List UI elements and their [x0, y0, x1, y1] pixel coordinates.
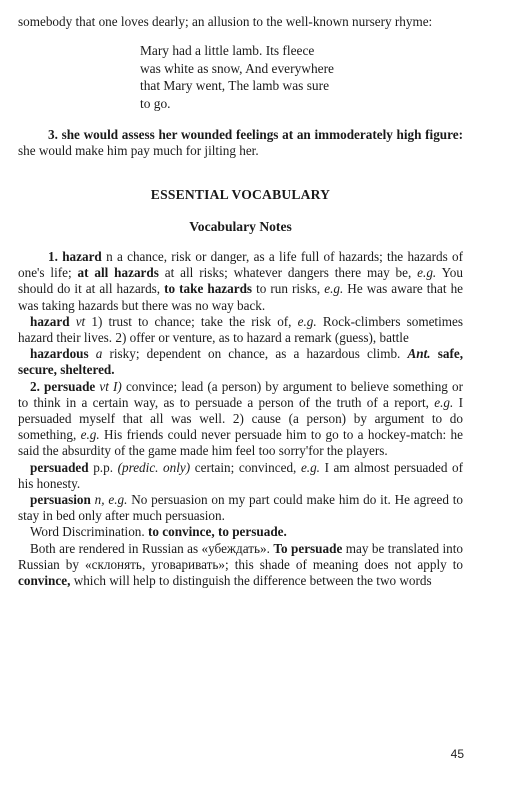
definition-text: at all risks; whatever dangers there may be,: [158, 265, 418, 281]
term-hazard: 1. hazard: [48, 248, 102, 264]
word-discrimination-label: Word Discrimination.: [30, 524, 148, 540]
section-title: ESSENTIAL VOCABULARY: [150, 186, 331, 202]
eg-label: e.g.: [108, 492, 128, 508]
part-of-speech: vt I): [95, 378, 122, 394]
entry-hazard-vt: [18, 314, 463, 346]
definition-text: 1) trust to chance; take the risk of,: [85, 313, 298, 329]
usage-note: (predic. only): [113, 459, 191, 475]
eg-label: e.g.: [434, 394, 454, 410]
eg-label: e.g.: [80, 427, 100, 443]
antonyms: safe, secure, sheltered.: [18, 346, 463, 378]
explanation-text: which will help to distinguish the difference between the two words: [70, 573, 432, 589]
part-of-speech: p.p.: [88, 459, 113, 475]
explanation-text: Both are rendered in Russian as «убеждать».: [30, 540, 274, 556]
term-to-take-hazards: to take hazards: [164, 281, 253, 297]
subsection-title: Vocabulary Notes: [189, 218, 292, 234]
entry-persuade: [18, 379, 463, 460]
entry-persuasion: [18, 492, 463, 524]
eg-label: e.g.: [297, 313, 317, 329]
definition-text: certain; convinced,: [190, 459, 301, 475]
antonym-label: Ant.: [407, 346, 431, 362]
definition-text: I persuaded myself that all was well. 2) cause (a person) by argument to do something,: [18, 394, 463, 443]
nursery-rhyme-quote: [140, 42, 463, 112]
definition-text: convince; lead (a person) by argument to believe something or to think in a certain way, as to persuade a person of the truth of a report,: [18, 378, 463, 410]
poem-line: was white as snow, And everywhere: [140, 60, 334, 76]
definition-text: His friends could never persuade him to go to a hockey-match: he said the absurdity of the game made him feel too sorry'for the players.: [18, 427, 464, 459]
term-convince: convince,: [18, 573, 71, 589]
entry-persuaded: [18, 460, 463, 492]
poem-line: to go.: [140, 95, 171, 111]
part-of-speech: vt: [69, 313, 86, 329]
poem-line: Mary had a little lamb. Its fleece: [140, 43, 315, 59]
page-number: 45: [450, 747, 464, 761]
note-3-lead: 3. she would assess her wounded feelings at an immoderately high figure:: [48, 126, 463, 142]
definition-text: n a chance, risk or danger, as a life full of hazards; the hazards of one's life;: [18, 248, 464, 281]
note-3-text: she would make him pay much for jilting her.: [18, 142, 259, 158]
word-discrimination-terms: to convince, to persuade.: [147, 524, 287, 540]
term-persuaded: persuaded: [30, 459, 89, 475]
term-hazard-vt: hazard: [30, 313, 70, 329]
definition-text: You should do it at all hazards,: [18, 265, 463, 297]
note-3: [18, 127, 463, 159]
term-hazardous: hazardous: [30, 346, 89, 362]
part-of-speech: a: [88, 346, 103, 362]
definition-text: Rock-climbers sometimes hazard their lives. 2) offer or venture, as to hazard a remark (guess), battle: [18, 313, 464, 345]
word-discrimination: [18, 524, 463, 540]
page-content: [18, 14, 463, 589]
term-persuade: 2. persuade: [30, 378, 96, 394]
eg-label: e.g.: [417, 265, 437, 281]
eg-label: e.g.: [300, 459, 320, 475]
intro-paragraph: [18, 14, 463, 30]
entry-hazard-n: [18, 249, 463, 314]
poem-line: that Mary went, The lamb was sure: [140, 78, 330, 94]
part-of-speech: n,: [90, 492, 109, 508]
term-to-persuade: To persuade: [273, 540, 343, 556]
discrimination-explanation: [18, 541, 463, 590]
definition-text: He was aware that he was taking hazards but there was no way back.: [18, 281, 464, 313]
entry-hazardous: [18, 346, 463, 378]
intro-text: somebody that one loves dearly; an allusion to the well-known nursery rhyme:: [18, 14, 433, 29]
term-at-all-hazards: at all hazards: [77, 265, 159, 281]
definition-text: No persuasion on my part could make him do it. He agreed to stay in bed only after much persuasion.: [18, 492, 463, 524]
term-persuasion: persuasion: [30, 492, 91, 508]
definition-text: to run risks,: [252, 281, 325, 297]
explanation-text: may be translated into Russian by «склонять, уговаривать»; this shade of meaning does not apply to: [18, 540, 464, 572]
definition-text: I am almost persuaded of his honesty.: [18, 459, 463, 491]
definition-text: risky; dependent on chance, as a hazardous climb.: [102, 346, 401, 362]
eg-label: e.g.: [324, 281, 344, 297]
